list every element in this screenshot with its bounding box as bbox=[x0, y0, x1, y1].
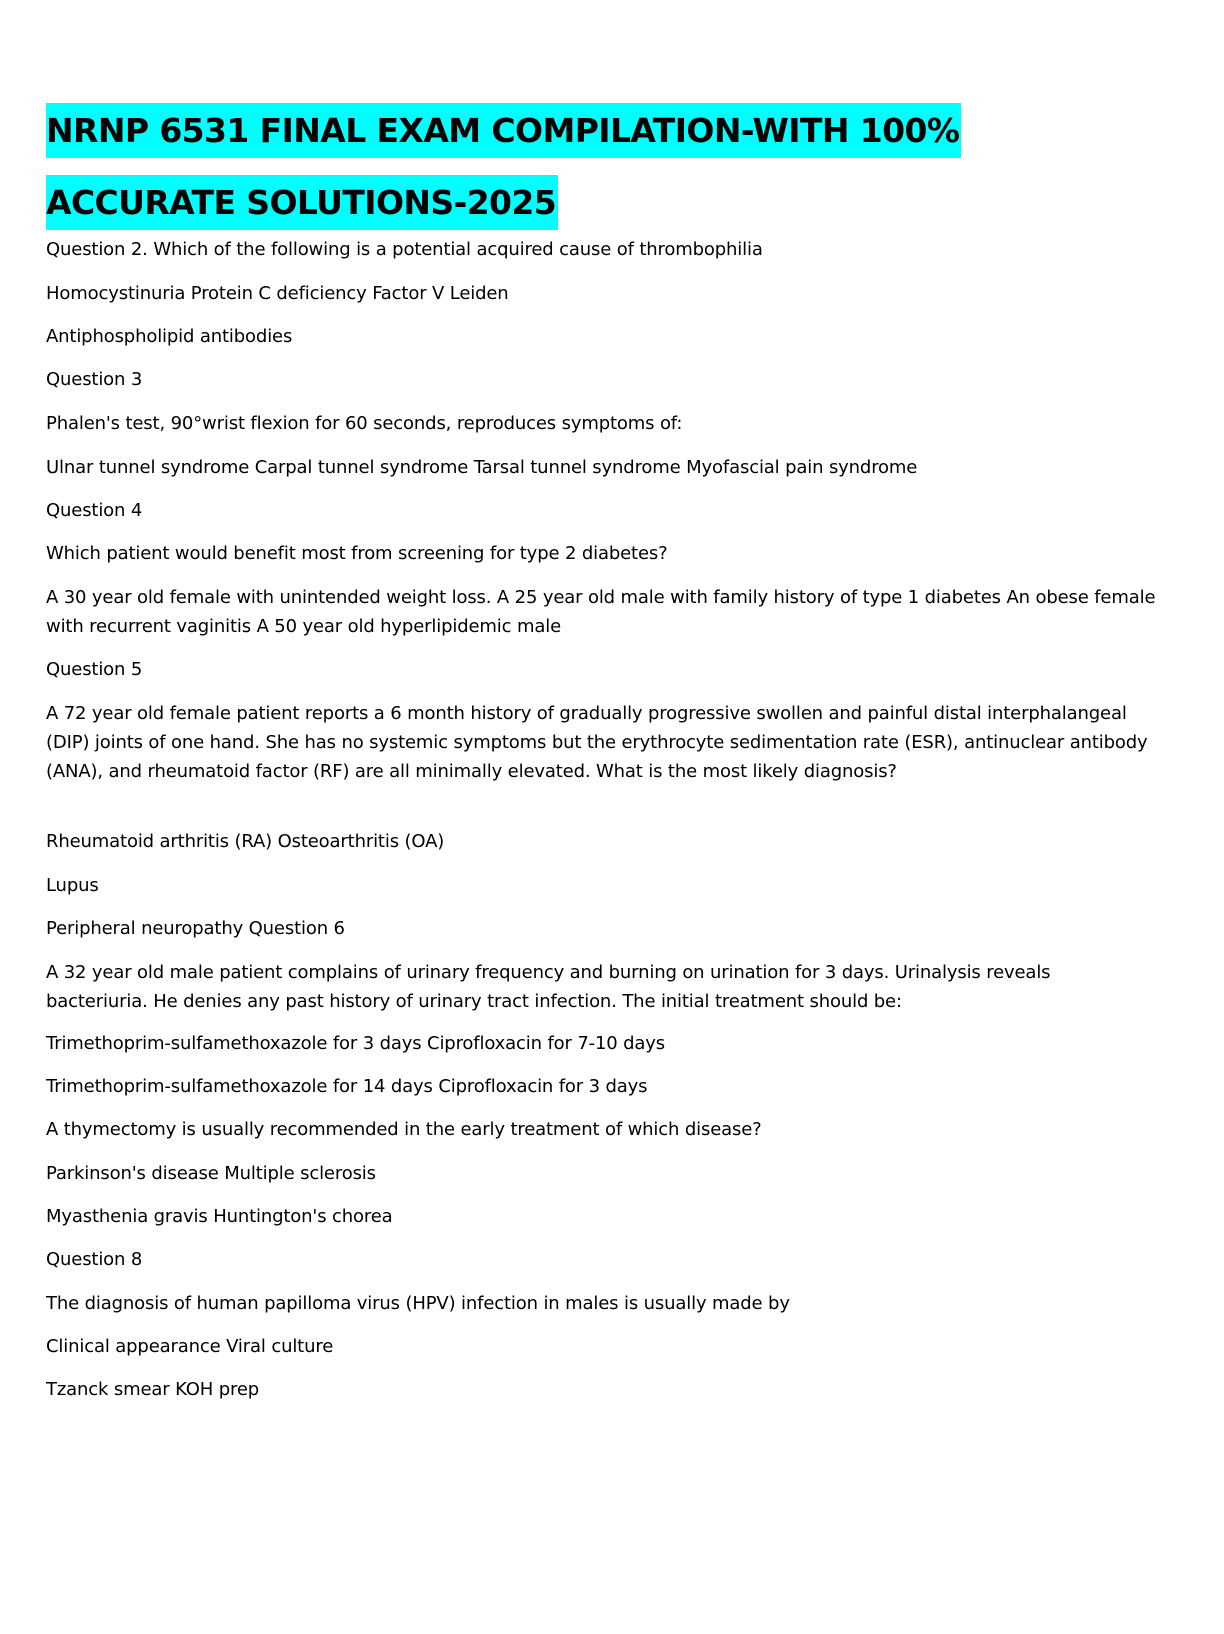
question-3-heading: Question 3 bbox=[46, 369, 143, 390]
question-6-options-cont: Trimethoprim-sulfamethoxazole for 14 days Ciprofloxacin for 3 days bbox=[46, 1076, 648, 1097]
question-4-prompt: Which patient would benefit most from screening for type 2 diabetes? bbox=[46, 543, 668, 564]
question-7-options: Parkinson's disease Multiple sclerosis bbox=[46, 1163, 376, 1184]
question-4-options: A 30 year old female with unintended weight loss. A 25 year old male with family history of type 1 diabetes An obese female with recurrent vaginitis A 50 year old hyperlipidemic male bbox=[46, 587, 1156, 637]
question-5-options-cont: Lupus bbox=[46, 875, 99, 896]
question-5-heading: Question 5 bbox=[46, 659, 143, 680]
question-6-options: Trimethoprim-sulfamethoxazole for 3 days Ciprofloxacin for 7-10 days bbox=[46, 1033, 666, 1054]
question-2-prompt: Question 2. Which of the following is a potential acquired cause of thrombophilia bbox=[46, 239, 763, 260]
question-2-options: Homocystinuria Protein C deficiency Factor V Leiden bbox=[46, 283, 509, 304]
question-2-options-cont: Antiphospholipid antibodies bbox=[46, 326, 293, 347]
question-3-prompt: Phalen's test, 90°wrist flexion for 60 seconds, reproduces symptoms of: bbox=[46, 413, 683, 434]
question-8-options: Clinical appearance Viral culture bbox=[46, 1336, 334, 1357]
question-5-options-end: Peripheral neuropathy Question 6 bbox=[46, 918, 345, 939]
document-title-line-2: ACCURATE SOLUTIONS-2025 bbox=[46, 175, 558, 230]
question-8-options-cont: Tzanck smear KOH prep bbox=[46, 1379, 260, 1400]
question-7-options-cont: Myasthenia gravis Huntington's chorea bbox=[46, 1206, 393, 1227]
question-5-prompt: A 72 year old female patient reports a 6 month history of gradually progressive swollen and painful distal interphalangeal (DIP) joints of one hand. She has no systemic symptoms but the erythrocyte sedimentation rate (ESR), antinuclear antibody (ANA), and rheumatoid factor (RF) are all minimally elevated. What is the most likely diagnosis? bbox=[46, 703, 1148, 782]
question-8-heading: Question 8 bbox=[46, 1249, 143, 1270]
question-5-options: Rheumatoid arthritis (RA) Osteoarthritis (OA) bbox=[46, 831, 445, 852]
question-6-prompt: A 32 year old male patient complains of urinary frequency and burning on urination for 3 days. Urinalysis reveals bacteriuria. He denies any past history of urinary tract infection. The initial treatment should be: bbox=[46, 962, 1051, 1012]
question-3-options: Ulnar tunnel syndrome Carpal tunnel syndrome Tarsal tunnel syndrome Myofascial pain syndrome bbox=[46, 457, 918, 478]
document-title-line-1: NRNP 6531 FINAL EXAM COMPILATION-WITH 100% bbox=[46, 103, 961, 158]
question-7-prompt: A thymectomy is usually recommended in the early treatment of which disease? bbox=[46, 1119, 762, 1140]
question-4-heading: Question 4 bbox=[46, 500, 143, 521]
question-8-prompt: The diagnosis of human papilloma virus (HPV) infection in males is usually made by bbox=[46, 1293, 790, 1314]
